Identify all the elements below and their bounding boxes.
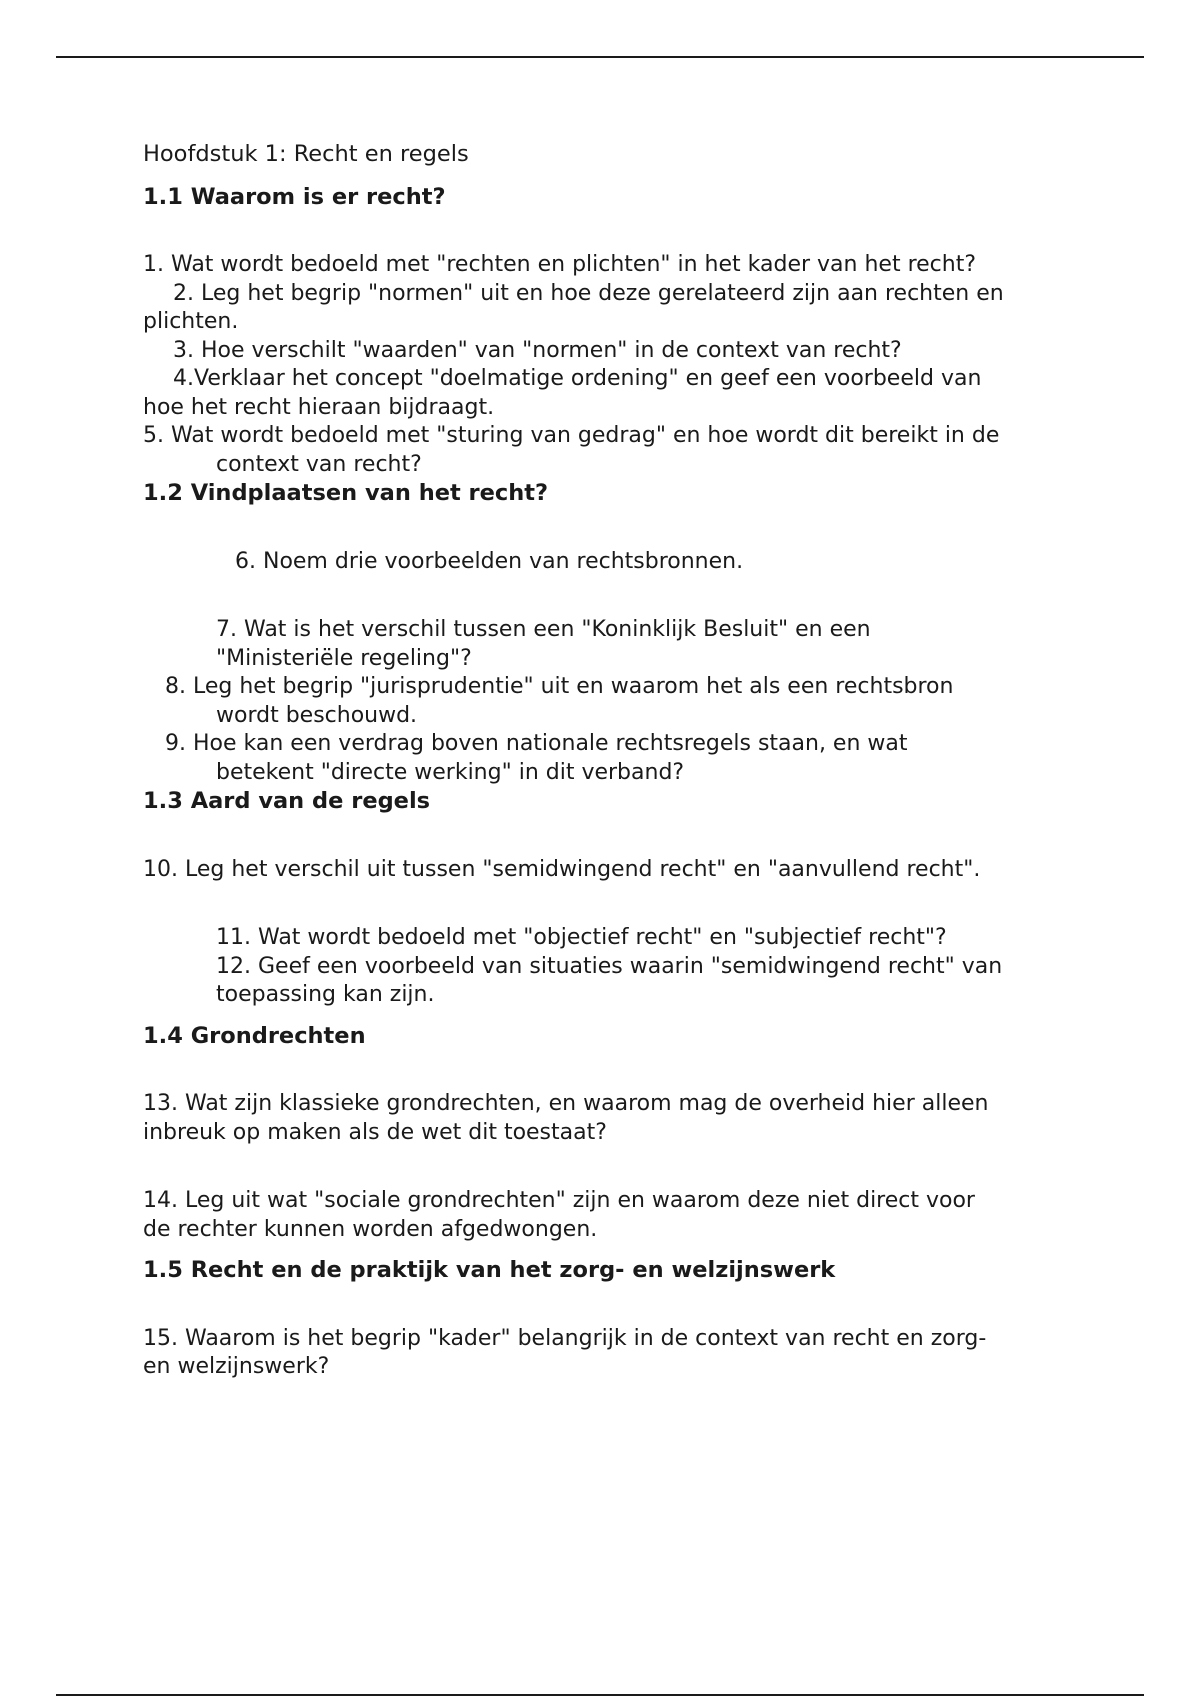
question-7-cont: "Ministeriële regeling"?: [216, 645, 472, 671]
question-4: 4.Verklaar het concept "doelmatige ordening" en geef een voorbeeld van: [173, 366, 982, 391]
question-9: 9. Hoe kan een verdrag boven nationale rechtsregels staan, en wat: [165, 731, 908, 756]
question-2: 2. Leg het begrip "normen" uit en hoe deze gerelateerd zijn aan rechten en: [173, 280, 1004, 306]
question-8-cont: wordt beschouwd.: [216, 702, 418, 728]
section-heading-1-4: 1.4 Grondrechten: [143, 1022, 366, 1049]
question-2-cont: plichten.: [143, 309, 239, 334]
question-14-cont: de rechter kunnen worden afgedwongen.: [143, 1216, 598, 1242]
section-heading-1-2: 1.2 Vindplaatsen van het recht?: [143, 480, 549, 506]
question-9-cont: betekent "directe werking" in dit verband?: [216, 759, 685, 785]
question-15: 15. Waarom is het begrip "kader" belangrijk in de context van recht en zorg-: [143, 1325, 987, 1351]
question-3: 3. Hoe verschilt "waarden" van "normen" in de context van recht?: [173, 337, 902, 363]
question-1: 1. Wat wordt bedoeld met "rechten en plichten" in het kader van het recht?: [143, 252, 977, 277]
question-10: 10. Leg het verschil uit tussen "semidwingend recht" en "aanvullend recht".: [143, 856, 981, 882]
document-body: [143, 140, 1093, 1382]
section-heading-1-5: 1.5 Recht en de praktijk van het zorg- en welzijnswerk: [143, 1257, 836, 1283]
question-12-cont: toepassing kan zijn.: [216, 982, 435, 1007]
bottom-rule: [56, 1694, 1144, 1696]
question-6: 6. Noem drie voorbeelden van rechtsbronnen.: [235, 548, 744, 574]
question-8: 8. Leg het begrip "jurisprudentie" uit en waarom het als een rechtsbron: [165, 674, 954, 699]
question-13-cont: inbreuk op maken als de wet dit toestaat?: [143, 1119, 607, 1145]
section-heading-1-1: 1.1 Waarom is er recht?: [143, 183, 446, 210]
question-7: 7. Wat is het verschil tussen een "Koninklijk Besluit" en een: [216, 617, 871, 642]
top-rule: [56, 56, 1144, 58]
question-14: 14. Leg uit wat "sociale grondrechten" zijn en waarom deze niet direct voor: [143, 1188, 975, 1213]
question-15-cont: en welzijnswerk?: [143, 1354, 330, 1379]
question-12: 12. Geef een voorbeeld van situaties waarin "semidwingend recht" van: [216, 953, 1003, 979]
question-5: 5. Wat wordt bedoeld met "sturing van gedrag" en hoe wordt dit bereikt in de: [143, 423, 1000, 448]
question-5-cont: context van recht?: [216, 451, 422, 477]
section-heading-1-3: 1.3 Aard van de regels: [143, 788, 431, 814]
question-13: 13. Wat zijn klassieke grondrechten, en waarom mag de overheid hier alleen: [143, 1091, 989, 1116]
question-4-cont: hoe het recht hieraan bijdraagt.: [143, 394, 495, 420]
document-title: Hoofdstuk 1: Recht en regels: [143, 141, 469, 167]
question-11: 11. Wat wordt bedoeld met "objectief recht" en "subjectief recht"?: [216, 925, 947, 950]
